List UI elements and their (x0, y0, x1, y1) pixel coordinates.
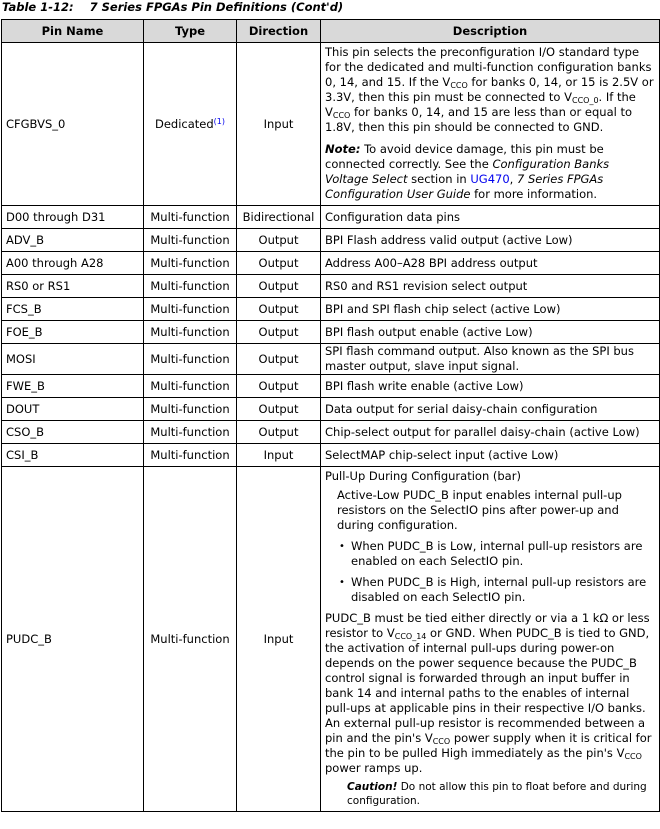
pin-direction: Output (237, 298, 321, 321)
pin-name: CSI_B (2, 444, 144, 467)
pudc-bullet-low: • When PUDC_B is Low, internal pull-up resistors are enabled on each SelectIO pin. (337, 539, 655, 569)
type-text: Dedicated (154, 116, 214, 131)
pin-direction: Input (237, 43, 321, 206)
pin-description: BPI Flash address valid output (active Low) (321, 229, 660, 252)
pin-direction: Output (237, 375, 321, 398)
pin-type: Multi-function (144, 344, 237, 375)
table-row-cfgbvs (2, 43, 660, 206)
cfgbvs-description: This pin selects the preconfiguration I/O standard type for the dedicated and multi-function configuration banks 0, 14, and 15. If the $V_{CCO}$ for banks 0, 14, or 15 is 2.5V or 3.3V, then this pin must be connected to $V_{CCO\_0}$. If the $V_{CCO}$ for banks 0, 14, and 15 are less than or equal to 1.8V, then this pin should be connected to GND. (325, 45, 654, 134)
pin-description: Configuration data pins (321, 206, 660, 229)
pin-direction: Bidirectional (237, 206, 321, 229)
pin-description: Address A00–A28 BPI address output (321, 252, 660, 275)
cfgbvs-note: Note: To avoid device damage, this pin must be connected correctly. See the Configuration Banks Voltage Select section in UG470, 7 Series FPGAs Configuration User Guide for more information. (325, 142, 610, 201)
table-row (2, 375, 660, 398)
header-pin-name: Pin Name (2, 20, 144, 43)
pin-type: Multi-function (144, 398, 237, 421)
pin-name: CFGBVS_0 (2, 43, 144, 206)
pin-direction: Input (237, 444, 321, 467)
table-row (2, 252, 660, 275)
pudc-heading: Pull-Up During Configuration (bar) (325, 469, 521, 483)
pin-name: D00 through D31 (2, 206, 144, 229)
table-row (2, 398, 660, 421)
pin-description: SPI flash command output. Also known as the SPI bus master output, slave input signal. (321, 344, 660, 375)
pin-name: RS0 or RS1 (2, 275, 144, 298)
pin-type: Multi-function (144, 375, 237, 398)
table-row (2, 298, 660, 321)
pin-description: RS0 and RS1 revision select output (321, 275, 660, 298)
pin-name: ADV_B (2, 229, 144, 252)
note-label: Note: (325, 142, 361, 156)
pin-type: Multi-function (144, 206, 237, 229)
pin-type: Multi-function (144, 321, 237, 344)
section-ref: Configuration Banks Voltage Select (325, 157, 610, 186)
table-title: 7 Series FPGAs Pin Definitions (Cont'd) (89, 0, 344, 14)
pin-name: CSO_B (2, 421, 144, 444)
ug470-link[interactable]: UG470 (470, 172, 510, 186)
pin-direction: Output (237, 398, 321, 421)
pin-name: DOUT (2, 398, 144, 421)
table-row (2, 275, 660, 298)
table-row (2, 444, 660, 467)
pudc-caution: Caution! Do not allow this pin to float before and during configuration. (347, 781, 647, 807)
pudc-bullet-high: • When PUDC_B is High, internal pull-up resistors are disabled on each SelectIO pin. (337, 575, 655, 605)
pin-type: Multi-function (144, 467, 237, 812)
footnote-link[interactable]: (1) (213, 116, 226, 126)
header-type: Type (144, 20, 237, 43)
table-row (2, 344, 660, 375)
table-row (2, 421, 660, 444)
pin-description: BPI and SPI flash chip select (active Low) (321, 298, 660, 321)
pin-direction: Output (237, 275, 321, 298)
pin-name: FCS_B (2, 298, 144, 321)
pin-description (321, 467, 660, 812)
pin-description: BPI flash output enable (active Low) (321, 321, 660, 344)
pin-description: SelectMAP chip-select input (active Low) (321, 444, 660, 467)
pin-type: Multi-function (144, 298, 237, 321)
pin-name: PUDC_B (2, 467, 144, 812)
table-caption (2, 0, 343, 18)
header-direction: Direction (237, 20, 321, 43)
pin-name: A00 through A28 (2, 252, 144, 275)
table-number: Table 1-12: (2, 0, 74, 14)
pin-name: FOE_B (2, 321, 144, 344)
guide-title: 7 Series FPGAs Configuration User Guide (325, 172, 604, 201)
pudc-body: PUDC_B must be tied either directly or via a 1 kΩ or less resistor to $V_{CCO\_14}$ or GND. When PUDC_B is tied to GND, the activation of internal pull-ups during power-on depends on the power sequence because the PUDC_B control signal is forwarded through an input buffer in bank 14 and internal paths to the enables of internal pull-ups at applicable pins in their respective I/O banks. An external pull-up resistor is recommended between a pin and the pin's $V_{CCO}$ power supply when it is critical for the pin to be pulled High immediately as the pin's $V_{CCO}$ power ramps up. (325, 611, 652, 775)
table-row (2, 321, 660, 344)
header-row (2, 20, 660, 43)
pin-direction: Input (237, 467, 321, 812)
pin-type: Multi-function (144, 229, 237, 252)
pin-direction: Output (237, 321, 321, 344)
pin-direction: Output (237, 252, 321, 275)
table-row (2, 206, 660, 229)
pin-description: Data output for serial daisy-chain configuration (321, 398, 660, 421)
pin-direction: Output (237, 421, 321, 444)
pin-direction: Output (237, 344, 321, 375)
pin-type: Multi-function (144, 275, 237, 298)
table-row-pudc (2, 467, 660, 812)
pin-description: BPI flash write enable (active Low) (321, 375, 660, 398)
pin-description (321, 43, 660, 206)
pin-name: MOSI (2, 344, 144, 375)
pin-name: FWE_B (2, 375, 144, 398)
pin-type: Multi-function (144, 421, 237, 444)
header-description: Description (321, 20, 660, 43)
pin-type: Multi-function (144, 252, 237, 275)
pudc-intro: Active-Low PUDC_B input enables internal pull-up resistors on the SelectIO pins after power-up and during configuration. (337, 488, 622, 532)
pin-type (144, 43, 237, 206)
pin-description: Chip-select output for parallel daisy-chain (active Low) (321, 421, 660, 444)
pin-definitions-table (1, 19, 660, 812)
caution-label: Caution! (347, 781, 398, 793)
table-row (2, 229, 660, 252)
pin-direction: Output (237, 229, 321, 252)
pin-type: Multi-function (144, 444, 237, 467)
